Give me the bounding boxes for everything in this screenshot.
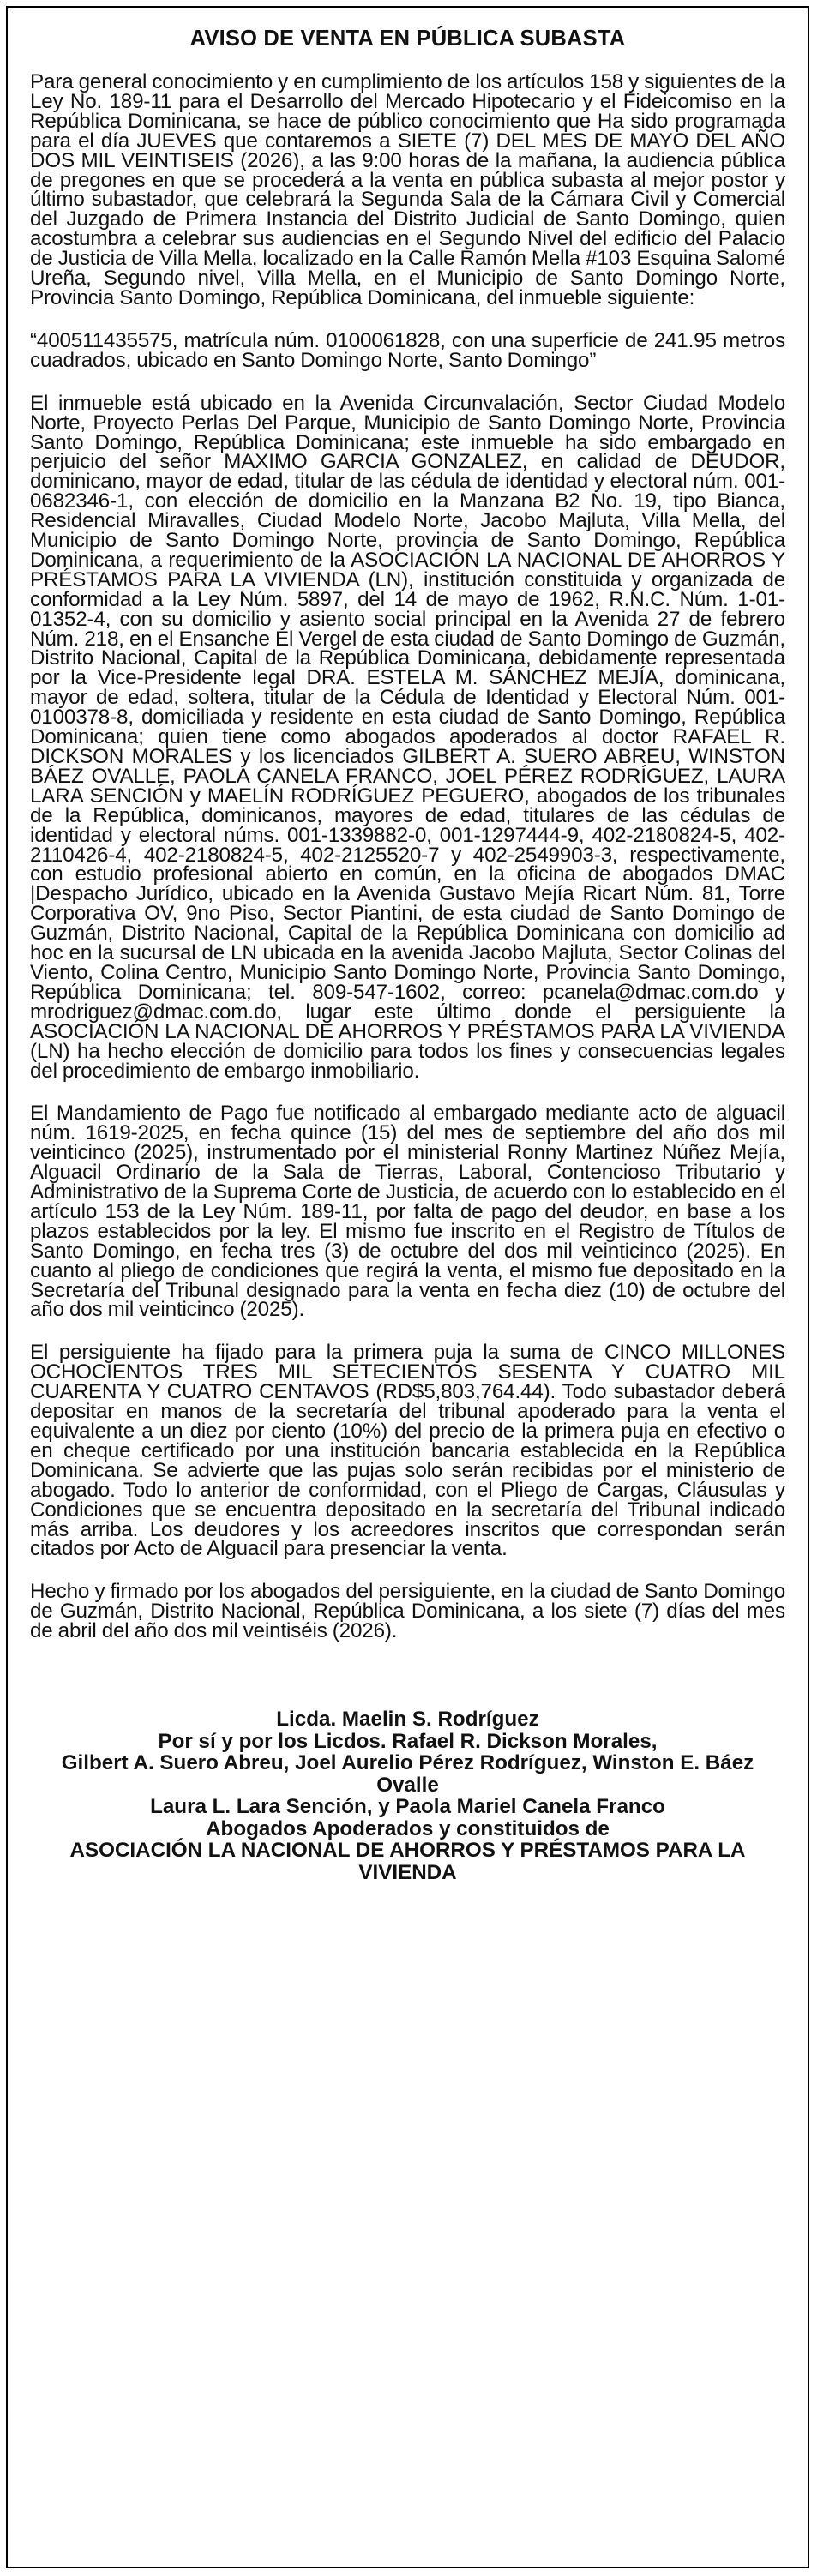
notice-title: AVISO DE VENTA EN PÚBLICA SUBASTA — [189, 27, 626, 51]
notice-page — [6, 6, 809, 2568]
signature-lawyers-2: Laura L. Lara Sención, y Paola Mariel Canela Franco — [150, 1795, 665, 1819]
notice-content — [8, 8, 808, 1883]
paragraph-property-location: El inmueble está ubicado en la Avenida Circunvalación, Sector Ciudad Modelo Norte, Proyecto Perlas Del Parque, Municipio de Santo Domingo Norte, Provincia Santo Domingo, República Dominicana; este inmueble ha sido embargado en perjuicio del señor MAXIMO GARCIA GONZALEZ, en calidad de DEUDOR, dominicano, mayor de edad, titular de las cédula de identidad y electoral núm. 001-0682346-1, con elección de domicilio en la Manzana B2 No. 19, tipo Bianca, Residencial Miravalles, Ciudad Modelo Norte, Jacobo Majluta, Villa Mella, del Municipio de Santo Domingo Norte, provincia de Santo Domingo, República Dominicana, a requerimiento de la ASOCIACIÓN LA NACIONAL DE AHORROS Y PRÉSTAMOS PARA LA VIVIENDA (LN), institución constituida y organizada de conformidad a la Ley Núm. 5897, del 14 de mayo de 1962, R.N.C. Núm. 1-01-01352-4, con su domicilio y asiento social principal en la Avenida 27 de febrero Núm. 218, en el Ensanche El Vergel de esta ciudad de Santo Domingo de Guzmán, Distrito Nacional, Capital de la República Dominicana, debidamente representada por la Vice-Presidente legal DRA. ESTELA M. SÁNCHEZ MEJÍA, dominicana, mayor de edad, soltera, titular de la Cédula de Identidad y Electoral Núm. 001-0100378-8, domiciliada y residente en esta ciudad de Santo Domingo, República Dominicana; quien tiene como abogados apoderados al doctor RAFAEL R. DICKSON MORALES y los licenciados GILBERT A. SUERO ABREU, WINSTON BÁEZ OVALLE, PAOLA CANELA FRANCO, JOEL PÉREZ RODRÍGUEZ, LAURA LARA SENCIÓN y MAELÍN RODRÍGUEZ PEGUERO, abogados de los tribunales de la República, dominicanos, mayores de edad, titulares de las cédulas de identidad y electoral núms. 001-1339882-0, 001-1297444-9, 402-2180824-5, 402-2110426-4, 402-2180824-5, 402-2125520-7 y 402-2549903-3, respectivamente, con estudio profesional abierto en común, en la oficina de abogados DMAC |Despacho Jurídico, ubicado en la Avenida Gustavo Mejía Ricart Núm. 81, Torre Corporativa OV, 9no Piso, Sector Piantini, de esta ciudad de Santo Domingo de Guzmán, Distrito Nacional, Capital de la República Dominicana con domicilio ad hoc en la sucursal de LN ubicada en la avenida Jacobo Majluta, Sector Colinas del Viento, Colina Centro, Municipio Santo Domingo Norte, Provincia Santo Domingo, República Dominicana; tel. 809-547-1602, correo: pcanela@dmac.com.do y mrodriguez@dmac.com.do, lugar este último donde el persiguiente la ASOCIACIÓN LA NACIONAL DE AHORROS Y PRÉSTAMOS PARA LA VIVIENDA (LN) ha hecho elección de domicilio para todos los fines y consecuencias legales del procedimiento de embargo inmobiliario. — [30, 391, 785, 1083]
signature-name: Licda. Maelin S. Rodríguez — [276, 1708, 539, 1732]
signature-role: Abogados Apoderados y constituidos de — [206, 1816, 610, 1840]
paragraph-first-bid: El persiguiente ha fijado para la primera puja la suma de CINCO MILLONES OCHOCIENTOS TRES MIL SETECIENTOS SESENTA Y CUATRO MIL CUARENTA Y CUATRO CENTAVOS (RD$5,803,764.44). Todo subastador deberá depositar en manos de la secretaría del tribunal apoderado para la venta el equivalente a un diez por ciento (10%) del precio de la primera puja en efectivo o en cheque certificado por una institución bancaria establecida en la República Dominicana. Se advierte que las pujas solo serán recibidas por el ministerio de abogado. Todo lo anterior de conformidad, con el Pliego de Cargas, Cláusulas y Condiciones que se encuentra depositado en la secretaría del Tribunal indicado más arriba. Los deudores y los acreedores inscritos que correspondan serán citados por Acto de Alguacil para presenciar la venta. — [30, 1341, 785, 1561]
signature-block — [30, 1708, 785, 1883]
paragraph-payment-order: El Mandamiento de Pago fue notificado al embargado mediante acto de alguacil núm. 1619-2025, en fecha quince (15) del mes de septiembre del año dos mil veinticinco (2025), instrumentado por el ministerial Ronny Martinez Núñez Mejía, Alguacil Ordinario de la Sala de Tierras, Laboral, Contencioso Tributario y Administrativo de la Suprema Corte de Justicia, de acuerdo con lo establecido en el artículo 153 de la Ley Núm. 189-11, por falta de pago del deudor, en base a los plazos establecidos por la ley. El mismo fue inscrito en el Registro de Títulos de Santo Domingo, en fecha tres (3) de octubre del dos mil veinticinco (2025). En cuanto al pliego de condiciones que regirá la venta, el mismo fue depositado en la Secretaría del Tribunal designado para la venta en fecha diez (10) de octubre del año dos mil veinticinco (2025). — [30, 1102, 785, 1322]
paragraph-property-id: “400511435575, matrícula núm. 0100061828, con una superficie de 241.95 metros cuadrados, ubicado en Santo Domingo Norte, Santo Domingo” — [30, 328, 785, 372]
signature-lawyers-1: Gilbert A. Suero Abreu, Joel Aurelio Pérez Rodríguez, Winston E. Báez Ovalle — [61, 1751, 754, 1797]
paragraph-announcement: Para general conocimiento y en cumplimiento de los artículos 158 y siguientes de la Ley No. 189-11 para el Desarrollo del Mercado Hipotecario y el Fideicomiso en la República Dominicana, se hace de público conocimiento que Ha sido programada para el día JUEVES que contaremos a SIETE (7) DEL MES DE MAYO DEL AÑO DOS MIL VEINTISEIS (2026), a las 9:00 horas de la mañana, la audiencia pública de pregones en que se procederá a la venta en pública subasta al mejor postor y último subastador, que celebrará la Segunda Sala de la Cámara Civil y Comercial del Juzgado de Primera Instancia del Distrito Judicial de Santo Domingo, quien acostumbra a celebrar sus audiencias en el Segundo Nivel del edificio del Palacio de Justicia de Villa Mella, localizado en la Calle Ramón Mella #103 Esquina Salomé Ureña, Segundo nivel, Villa Mella, en el Municipio de Santo Domingo Norte, Provincia Santo Domingo, República Dominicana, del inmueble siguiente: — [30, 70, 785, 309]
signature-institution: ASOCIACIÓN LA NACIONAL DE AHORROS Y PRÉSTAMOS PARA LA VIVIENDA — [69, 1839, 746, 1884]
paragraph-signed: Hecho y firmado por los abogados del persiguiente, en la ciudad de Santo Domingo de Guzmán, Distrito Nacional, República Dominicana, a los siete (7) días del mes de abril del año dos mil veintiséis (2026). — [30, 1580, 785, 1643]
signature-on-behalf: Por sí y por los Licdos. Rafael R. Dickson Morales, — [158, 1729, 658, 1753]
